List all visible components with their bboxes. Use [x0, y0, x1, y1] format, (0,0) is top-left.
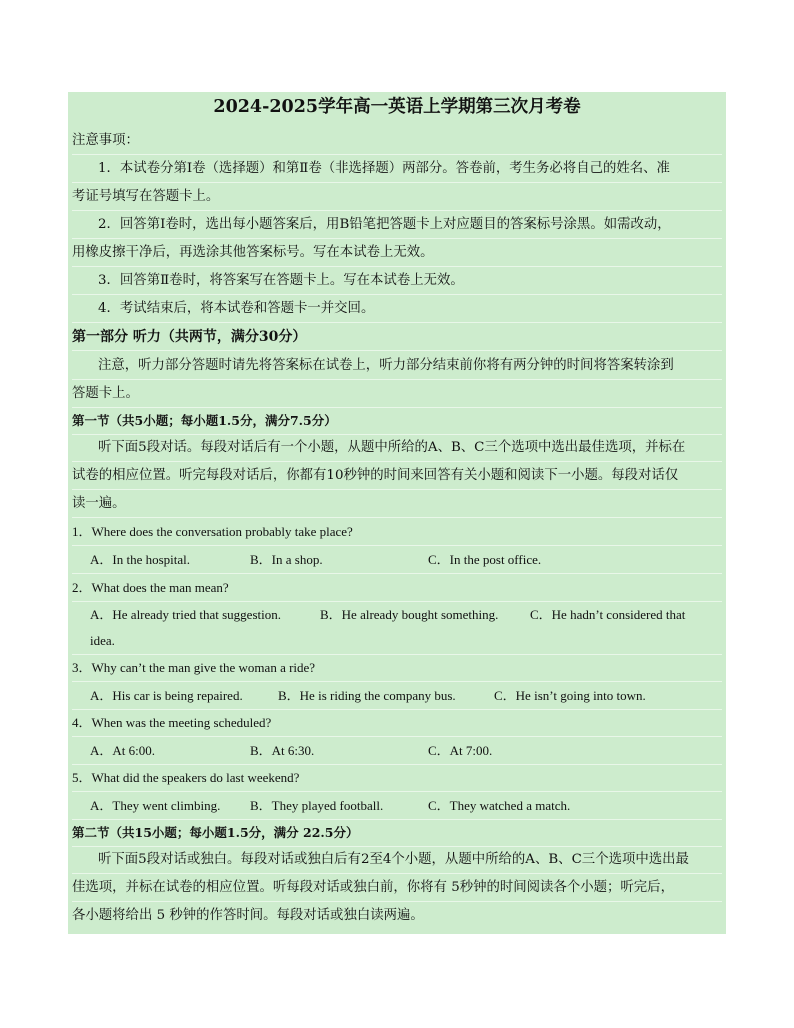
- section1-intro-cont-2: 读一遍。: [72, 495, 722, 518]
- question-2-option-c-cont: idea.: [72, 632, 722, 655]
- section1-intro-cont-1: 试卷的相应位置。听完每段对话后，你都有10秒钟的时间来回答有关小题和阅读下一小题。每段对话仅: [72, 467, 722, 490]
- question-3-option-c: C．He isn’t going into town.: [494, 688, 646, 703]
- part1-note-cont: 答题卡上。: [72, 385, 722, 408]
- notice-item-2: 2．回答第Ⅰ卷时，选出每小题答案后，用B铅笔把答题卡上对应题目的答案标号涂黑。如需改动，: [72, 216, 722, 239]
- question-4-options: [72, 742, 722, 765]
- part1-note: 注意，听力部分答题时请先将答案标在试卷上，听力部分结束前你将有两分钟的时间将答案转涂到: [72, 357, 722, 380]
- section2-heading: 第二节（共15小题；每小题1.5分，满分 22.5分）: [72, 824, 722, 847]
- question-2: 2．What does the man mean?: [72, 579, 722, 602]
- question-2-option-b: B．He already bought something.: [320, 607, 499, 622]
- question-4-option-b: B．At 6:30.: [250, 743, 315, 758]
- question-1-option-a: A．In the hospital.: [90, 552, 191, 567]
- question-1-options: [72, 551, 722, 574]
- notice-item-4: 4．考试结束后，将本试卷和答题卡一并交回。: [72, 300, 722, 323]
- question-2-option-c: C．He hadn’t considered that: [530, 607, 686, 622]
- question-5-options: [72, 797, 722, 820]
- question-4: 4．When was the meeting scheduled?: [72, 714, 722, 737]
- exam-title: 2024-2025学年高一英语上学期第三次月考卷: [213, 97, 581, 117]
- question-3-option-b: B．He is riding the company bus.: [278, 688, 456, 703]
- exam-sheet: [68, 92, 726, 934]
- part1-heading: 第一部分 听力（共两节，满分30分）: [72, 328, 722, 351]
- section2-intro-cont-1: 佳选项，并标在试卷的相应位置。听每段对话或独白前，你将有 5秒钟的时间阅读各个小题；听完后，: [72, 879, 722, 902]
- notice-item-1: 1．本试卷分第Ⅰ卷（选择题）和第Ⅱ卷（非选择题）两部分。答卷前，考生务必将自己的姓名、准: [72, 160, 722, 183]
- question-1: 1．Where does the conversation probably take place?: [72, 523, 722, 546]
- notice-heading: 注意事项：: [72, 132, 722, 155]
- notice-item-1-cont: 考证号填写在答题卡上。: [72, 188, 722, 211]
- question-3: 3．Why can’t the man give the woman a ride?: [72, 659, 722, 682]
- section2-intro: 听下面5段对话或独白。每段对话或独白后有2至4个小题，从题中所给的A、B、C三个选项中选出最: [72, 851, 722, 874]
- question-5-option-a: A．They went climbing.: [90, 798, 221, 813]
- question-5-option-c: C．They watched a match.: [428, 798, 571, 813]
- section2-intro-cont-2: 各小题将给出 5 秒钟的作答时间。每段对话或独白读两遍。: [72, 908, 424, 923]
- question-1-option-c: C．In the post office.: [428, 552, 542, 567]
- question-3-options: [72, 687, 722, 710]
- question-2-options: [72, 606, 722, 628]
- notice-item-2-cont: 用橡皮擦干净后，再选涂其他答案标号。写在本试卷上无效。: [72, 244, 722, 267]
- notice-item-3: 3．回答第Ⅱ卷时，将答案写在答题卡上。写在本试卷上无效。: [72, 272, 722, 295]
- question-4-option-c: C．At 7:00.: [428, 743, 493, 758]
- question-1-option-b: B．In a shop.: [250, 552, 323, 567]
- section1-heading: 第一节（共5小题；每小题1.5分，满分7.5分）: [72, 412, 722, 435]
- question-4-option-a: A．At 6:00.: [90, 743, 156, 758]
- question-3-option-a: A．His car is being repaired.: [90, 688, 243, 703]
- question-5: 5．What did the speakers do last weekend?: [72, 769, 722, 792]
- question-2-option-a: A．He already tried that suggestion.: [90, 607, 281, 622]
- section1-intro: 听下面5段对话。每段对话后有一个小题，从题中所给的A、B、C三个选项中选出最佳选项，并标在: [72, 439, 722, 462]
- question-5-option-b: B．They played football.: [250, 798, 384, 813]
